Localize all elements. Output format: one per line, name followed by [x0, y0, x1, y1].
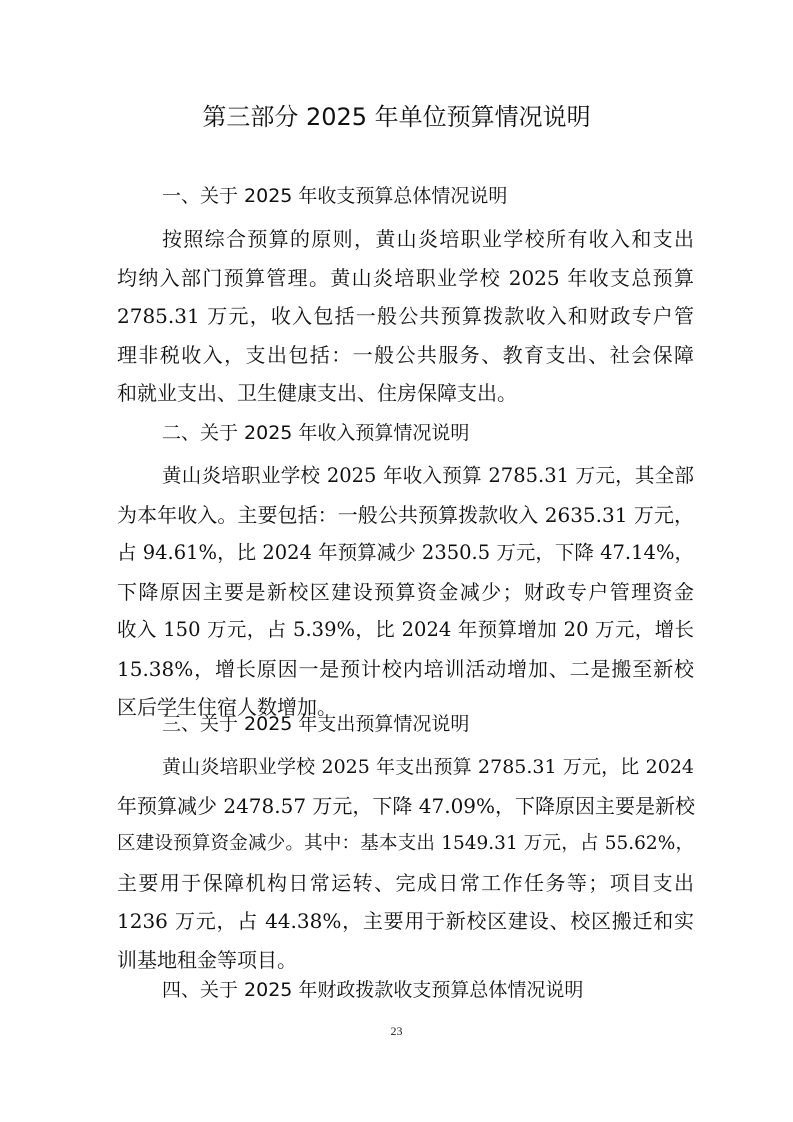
paragraph-line: 均纳入部门预算管理。黄山炎培职业学校 2025 年收支总预算 [117, 266, 694, 290]
paragraph-line: 为本年收入。主要包括：一般公共预算拨款收入 2635.31 万元， [117, 503, 694, 527]
paragraph-line: 占 94.61%，比 2024 年预算减少 2350.5 万元，下降 47.14%， [117, 541, 694, 564]
paragraph-line: 黄山炎培职业学校 2025 年收入预算 2785.31 万元，其全部 [162, 464, 694, 487]
section-4-heading: 四、关于 2025 年财政拨款收支预算总体情况说明 [162, 979, 584, 1001]
section-1-heading: 一、关于 2025 年收支预算总体情况说明 [162, 185, 508, 207]
section-3-heading: 三、关于 2025 年支出预算情况说明 [162, 713, 470, 735]
paragraph-line: 15.38%，增长原因一是预计校内培训活动增加、二是搬至新校 [117, 657, 694, 681]
paragraph-line: 训基地租金等项目。 [117, 948, 297, 972]
paragraph-line: 区后学生住宿人数增加。 [117, 695, 337, 719]
paragraph-line: 和就业支出、卫生健康支出、住房保障支出。 [117, 381, 517, 405]
paragraph-line: 按照综合预算的原则，黄山炎培职业学校所有收入和支出 [162, 227, 694, 251]
paragraph-line: 收入 150 万元，占 5.39%，比 2024 年预算增加 20 万元，增长 [117, 618, 694, 641]
paragraph-line: 理非税收入，支出包括：一般公共服务、教育支出、社会保障 [117, 343, 694, 367]
paragraph-line: 主要用于保障机构日常运转、完成日常工作任务等；项目支出 [117, 871, 694, 895]
paragraph-line: 黄山炎培职业学校 2025 年支出预算 2785.31 万元，比 2024 [162, 756, 694, 778]
page-number: 23 [390, 1024, 403, 1038]
paragraph-line: 年预算减少 2478.57 万元，下降 47.09%，下降原因主要是新校 [117, 794, 696, 818]
section-2-heading: 二、关于 2025 年收入预算情况说明 [162, 422, 470, 444]
paragraph-line: 1236 万元，占 44.38%，主要用于新校区建设、校区搬迁和实 [117, 909, 694, 933]
paragraph-line: 2785.31 万元，收入包括一般公共预算拨款收入和财政专户管 [117, 304, 694, 328]
paragraph-line: 下降原因主要是新校区建设预算资金减少；财政专户管理资金 [117, 580, 694, 604]
paragraph-line: 区建设预算资金减少。其中：基本支出 1549.31 万元，占 55.62%， [117, 833, 694, 854]
page-title: 第三部分 2025 年单位预算情况说明 [202, 103, 591, 131]
